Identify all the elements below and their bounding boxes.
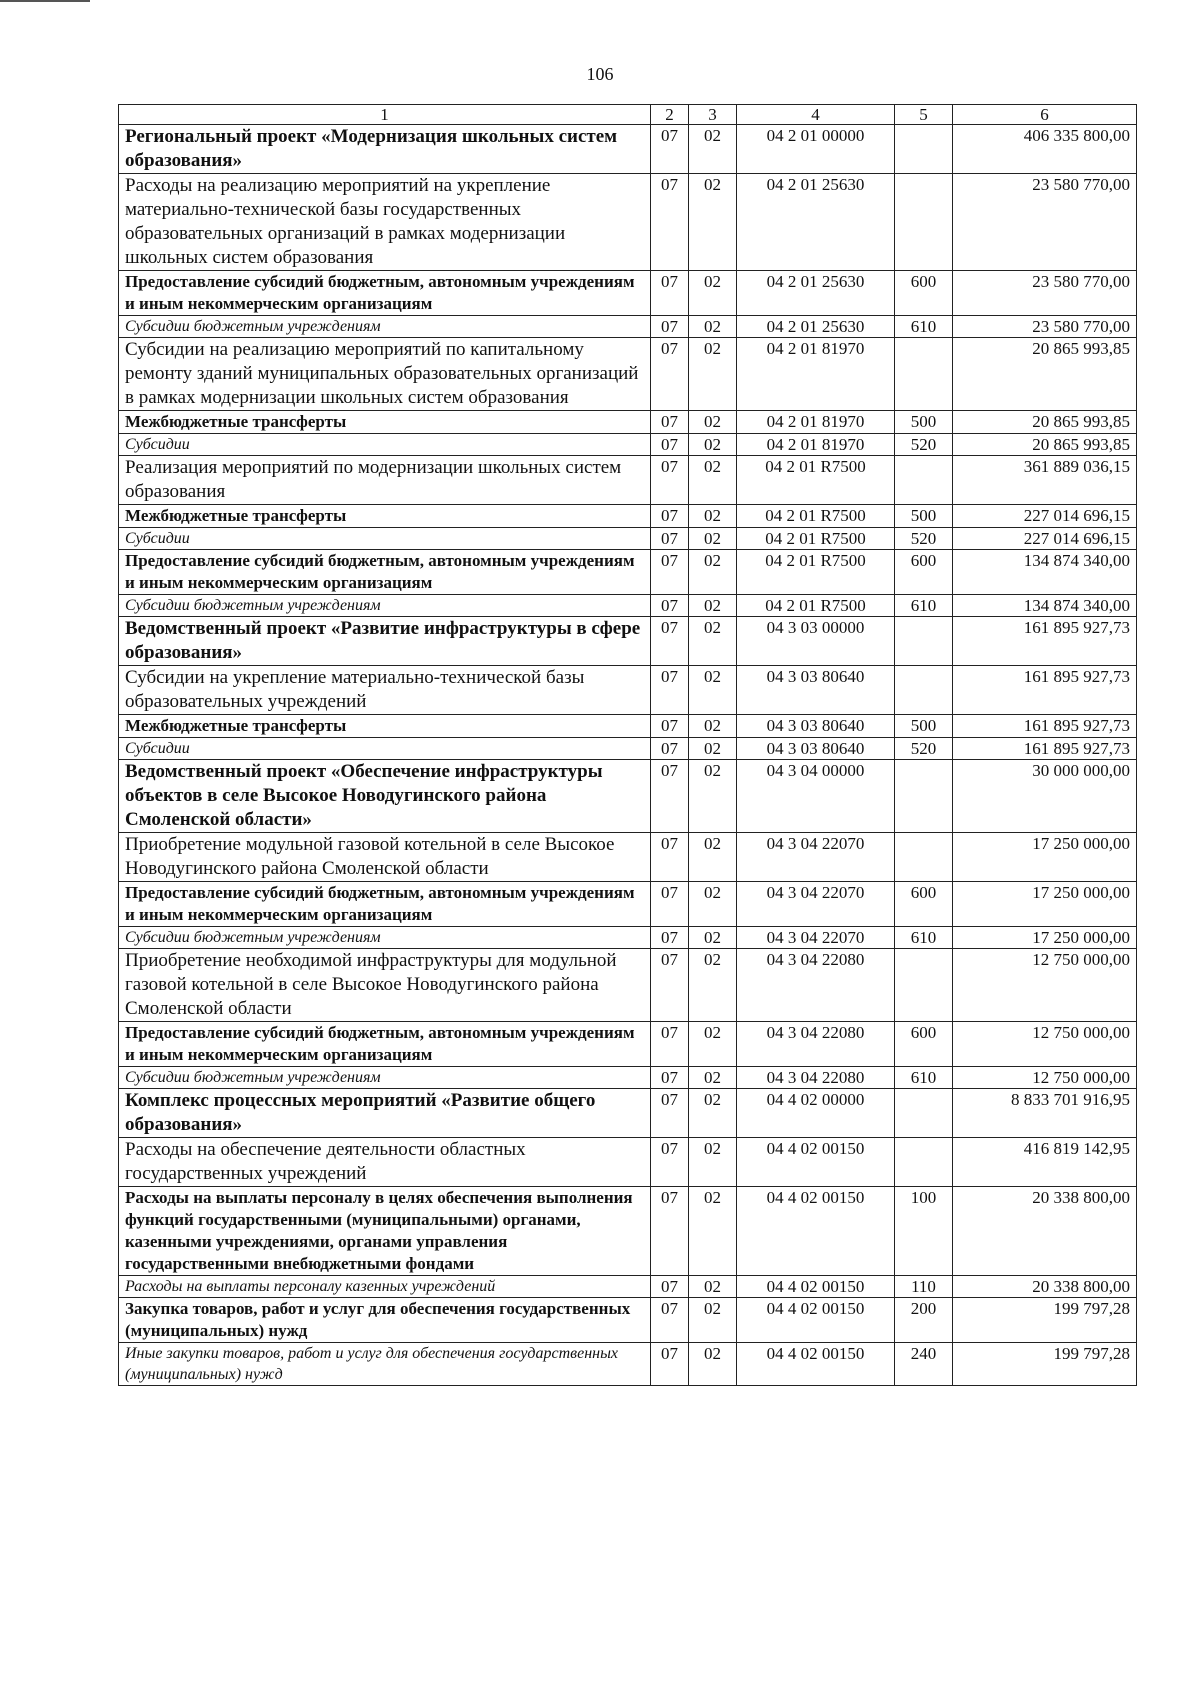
amount: 134 874 340,00 bbox=[953, 550, 1137, 595]
section-code: 07 bbox=[651, 738, 689, 760]
page-number: 106 bbox=[586, 64, 614, 84]
target-article-code: 04 2 01 25630 bbox=[737, 174, 895, 271]
target-article-code: 04 3 04 22070 bbox=[737, 927, 895, 949]
row-name: Расходы на реализацию мероприятий на укрепление материально-технической базы государственных образовательных организаций в рамках модернизации школьных систем образования bbox=[119, 174, 651, 271]
row-name: Субсидии bbox=[119, 738, 651, 760]
section-code: 07 bbox=[651, 760, 689, 833]
table-row bbox=[119, 1276, 1137, 1298]
subsection-code: 02 bbox=[689, 595, 737, 617]
expense-type-code: 610 bbox=[895, 927, 953, 949]
row-name: Ведомственный проект «Обеспечение инфраструктуры объектов в селе Высокое Новодугинского района Смоленской области» bbox=[119, 760, 651, 833]
amount: 17 250 000,00 bbox=[953, 882, 1137, 927]
amount: 20 865 993,85 bbox=[953, 434, 1137, 456]
table-row bbox=[119, 456, 1137, 505]
table-row bbox=[119, 833, 1137, 882]
subsection-code: 02 bbox=[689, 1138, 737, 1187]
section-code: 07 bbox=[651, 1138, 689, 1187]
row-name: Субсидии бюджетным учреждениям bbox=[119, 595, 651, 617]
column-header: 6 bbox=[953, 105, 1137, 125]
table-row bbox=[119, 1089, 1137, 1138]
amount: 12 750 000,00 bbox=[953, 949, 1137, 1022]
section-code: 07 bbox=[651, 1298, 689, 1343]
row-name: Предоставление субсидий бюджетным, автономным учреждениям и иным некоммерческим организациям bbox=[119, 271, 651, 316]
row-name: Субсидии на укрепление материально-технической базы образовательных учреждений bbox=[119, 666, 651, 715]
row-name: Предоставление субсидий бюджетным, автономным учреждениям и иным некоммерческим организациям bbox=[119, 550, 651, 595]
table-row bbox=[119, 125, 1137, 174]
row-name: Расходы на обеспечение деятельности областных государственных учреждений bbox=[119, 1138, 651, 1187]
table-row bbox=[119, 316, 1137, 338]
amount: 199 797,28 bbox=[953, 1343, 1137, 1386]
expense-type-code: 240 bbox=[895, 1343, 953, 1386]
subsection-code: 02 bbox=[689, 1187, 737, 1276]
amount: 416 819 142,95 bbox=[953, 1138, 1137, 1187]
table-row bbox=[119, 434, 1137, 456]
expense-type-code bbox=[895, 760, 953, 833]
expense-type-code: 520 bbox=[895, 738, 953, 760]
row-name: Субсидии на реализацию мероприятий по капитальному ремонту зданий муниципальных образовательных организаций в рамках модернизации школьных систем образования bbox=[119, 338, 651, 411]
expense-type-code bbox=[895, 617, 953, 666]
subsection-code: 02 bbox=[689, 1276, 737, 1298]
section-code: 07 bbox=[651, 174, 689, 271]
subsection-code: 02 bbox=[689, 738, 737, 760]
expense-type-code: 500 bbox=[895, 505, 953, 528]
expense-type-code bbox=[895, 1138, 953, 1187]
section-code: 07 bbox=[651, 595, 689, 617]
amount: 23 580 770,00 bbox=[953, 271, 1137, 316]
row-name: Иные закупки товаров, работ и услуг для обеспечения государственных (муниципальных) нужд bbox=[119, 1343, 651, 1386]
amount: 20 865 993,85 bbox=[953, 338, 1137, 411]
target-article-code: 04 3 04 22080 bbox=[737, 949, 895, 1022]
section-code: 07 bbox=[651, 1067, 689, 1089]
budget-table bbox=[118, 104, 1137, 1386]
expense-type-code bbox=[895, 338, 953, 411]
subsection-code: 02 bbox=[689, 882, 737, 927]
expense-type-code: 610 bbox=[895, 1067, 953, 1089]
row-name: Субсидии бюджетным учреждениям bbox=[119, 1067, 651, 1089]
target-article-code: 04 2 01 81970 bbox=[737, 434, 895, 456]
target-article-code: 04 3 04 22080 bbox=[737, 1067, 895, 1089]
expense-type-code bbox=[895, 666, 953, 715]
column-header: 5 bbox=[895, 105, 953, 125]
target-article-code: 04 4 02 00150 bbox=[737, 1343, 895, 1386]
row-name: Субсидии bbox=[119, 528, 651, 550]
section-code: 07 bbox=[651, 927, 689, 949]
amount: 161 895 927,73 bbox=[953, 666, 1137, 715]
amount: 227 014 696,15 bbox=[953, 505, 1137, 528]
subsection-code: 02 bbox=[689, 715, 737, 738]
amount: 20 338 800,00 bbox=[953, 1187, 1137, 1276]
expense-type-code bbox=[895, 125, 953, 174]
target-article-code: 04 2 01 R7500 bbox=[737, 595, 895, 617]
table-row bbox=[119, 927, 1137, 949]
subsection-code: 02 bbox=[689, 1343, 737, 1386]
table-row bbox=[119, 528, 1137, 550]
expense-type-code bbox=[895, 174, 953, 271]
row-name: Субсидии бюджетным учреждениям bbox=[119, 316, 651, 338]
expense-type-code: 520 bbox=[895, 528, 953, 550]
row-name: Межбюджетные трансферты bbox=[119, 505, 651, 528]
amount: 8 833 701 916,95 bbox=[953, 1089, 1137, 1138]
section-code: 07 bbox=[651, 1022, 689, 1067]
target-article-code: 04 4 02 00150 bbox=[737, 1138, 895, 1187]
amount: 17 250 000,00 bbox=[953, 927, 1137, 949]
amount: 161 895 927,73 bbox=[953, 738, 1137, 760]
table-row bbox=[119, 271, 1137, 316]
target-article-code: 04 3 03 80640 bbox=[737, 666, 895, 715]
target-article-code: 04 4 02 00000 bbox=[737, 1089, 895, 1138]
subsection-code: 02 bbox=[689, 666, 737, 715]
section-code: 07 bbox=[651, 882, 689, 927]
expense-type-code: 520 bbox=[895, 434, 953, 456]
table-row bbox=[119, 882, 1137, 927]
row-name: Предоставление субсидий бюджетным, автономным учреждениям и иным некоммерческим организациям bbox=[119, 1022, 651, 1067]
target-article-code: 04 2 01 R7500 bbox=[737, 528, 895, 550]
table-row bbox=[119, 715, 1137, 738]
target-article-code: 04 2 01 R7500 bbox=[737, 456, 895, 505]
row-name: Предоставление субсидий бюджетным, автономным учреждениям и иным некоммерческим организациям bbox=[119, 882, 651, 927]
expense-type-code: 600 bbox=[895, 550, 953, 595]
section-code: 07 bbox=[651, 528, 689, 550]
table-row bbox=[119, 666, 1137, 715]
table-row bbox=[119, 174, 1137, 271]
target-article-code: 04 2 01 25630 bbox=[737, 316, 895, 338]
amount: 20 865 993,85 bbox=[953, 411, 1137, 434]
row-name: Субсидии bbox=[119, 434, 651, 456]
section-code: 07 bbox=[651, 666, 689, 715]
row-name: Межбюджетные трансферты bbox=[119, 715, 651, 738]
column-header: 3 bbox=[689, 105, 737, 125]
table-row bbox=[119, 1022, 1137, 1067]
target-article-code: 04 3 04 00000 bbox=[737, 760, 895, 833]
target-article-code: 04 3 04 22070 bbox=[737, 882, 895, 927]
expense-type-code: 100 bbox=[895, 1187, 953, 1276]
row-name: Субсидии бюджетным учреждениям bbox=[119, 927, 651, 949]
row-name: Региональный проект «Модернизация школьных систем образования» bbox=[119, 125, 651, 174]
section-code: 07 bbox=[651, 715, 689, 738]
section-code: 07 bbox=[651, 456, 689, 505]
amount: 227 014 696,15 bbox=[953, 528, 1137, 550]
subsection-code: 02 bbox=[689, 434, 737, 456]
amount: 17 250 000,00 bbox=[953, 833, 1137, 882]
row-name: Комплекс процессных мероприятий «Развитие общего образования» bbox=[119, 1089, 651, 1138]
header-row bbox=[119, 105, 1137, 125]
section-code: 07 bbox=[651, 949, 689, 1022]
table-row bbox=[119, 1067, 1137, 1089]
table-row bbox=[119, 1187, 1137, 1276]
column-header: 1 bbox=[119, 105, 651, 125]
subsection-code: 02 bbox=[689, 316, 737, 338]
subsection-code: 02 bbox=[689, 338, 737, 411]
subsection-code: 02 bbox=[689, 125, 737, 174]
column-header: 2 bbox=[651, 105, 689, 125]
amount: 406 335 800,00 bbox=[953, 125, 1137, 174]
target-article-code: 04 3 03 80640 bbox=[737, 715, 895, 738]
target-article-code: 04 2 01 R7500 bbox=[737, 550, 895, 595]
expense-type-code: 500 bbox=[895, 411, 953, 434]
target-article-code: 04 3 04 22070 bbox=[737, 833, 895, 882]
section-code: 07 bbox=[651, 505, 689, 528]
amount: 23 580 770,00 bbox=[953, 316, 1137, 338]
amount: 12 750 000,00 bbox=[953, 1067, 1137, 1089]
expense-type-code: 110 bbox=[895, 1276, 953, 1298]
row-name: Межбюджетные трансферты bbox=[119, 411, 651, 434]
table-row bbox=[119, 617, 1137, 666]
subsection-code: 02 bbox=[689, 1022, 737, 1067]
expense-type-code: 600 bbox=[895, 1022, 953, 1067]
target-article-code: 04 2 01 81970 bbox=[737, 338, 895, 411]
row-name: Приобретение модульной газовой котельной в селе Высокое Новодугинского района Смоленской области bbox=[119, 833, 651, 882]
expense-type-code: 500 bbox=[895, 715, 953, 738]
table-row bbox=[119, 338, 1137, 411]
subsection-code: 02 bbox=[689, 617, 737, 666]
row-name: Реализация мероприятий по модернизации школьных систем образования bbox=[119, 456, 651, 505]
subsection-code: 02 bbox=[689, 271, 737, 316]
row-name: Приобретение необходимой инфраструктуры для модульной газовой котельной в селе Высокое Новодугинского района Смоленской области bbox=[119, 949, 651, 1022]
section-code: 07 bbox=[651, 1187, 689, 1276]
subsection-code: 02 bbox=[689, 411, 737, 434]
expense-type-code: 610 bbox=[895, 595, 953, 617]
amount: 20 338 800,00 bbox=[953, 1276, 1137, 1298]
section-code: 07 bbox=[651, 1089, 689, 1138]
table-row bbox=[119, 505, 1137, 528]
subsection-code: 02 bbox=[689, 927, 737, 949]
section-code: 07 bbox=[651, 338, 689, 411]
row-name: Закупка товаров, работ и услуг для обеспечения государственных (муниципальных) нужд bbox=[119, 1298, 651, 1343]
column-header: 4 bbox=[737, 105, 895, 125]
subsection-code: 02 bbox=[689, 760, 737, 833]
expense-type-code: 600 bbox=[895, 271, 953, 316]
section-code: 07 bbox=[651, 1343, 689, 1386]
amount: 161 895 927,73 bbox=[953, 617, 1137, 666]
amount: 30 000 000,00 bbox=[953, 760, 1137, 833]
table-row bbox=[119, 1298, 1137, 1343]
target-article-code: 04 4 02 00150 bbox=[737, 1187, 895, 1276]
subsection-code: 02 bbox=[689, 456, 737, 505]
expense-type-code: 610 bbox=[895, 316, 953, 338]
amount: 161 895 927,73 bbox=[953, 715, 1137, 738]
expense-type-code: 600 bbox=[895, 882, 953, 927]
subsection-code: 02 bbox=[689, 1298, 737, 1343]
amount: 134 874 340,00 bbox=[953, 595, 1137, 617]
section-code: 07 bbox=[651, 434, 689, 456]
row-name: Ведомственный проект «Развитие инфраструктуры в сфере образования» bbox=[119, 617, 651, 666]
expense-type-code bbox=[895, 949, 953, 1022]
scan-edge-mark bbox=[0, 0, 90, 2]
row-name: Расходы на выплаты персоналу казенных учреждений bbox=[119, 1276, 651, 1298]
section-code: 07 bbox=[651, 550, 689, 595]
target-article-code: 04 2 01 81970 bbox=[737, 411, 895, 434]
subsection-code: 02 bbox=[689, 1067, 737, 1089]
table-row bbox=[119, 949, 1137, 1022]
target-article-code: 04 4 02 00150 bbox=[737, 1298, 895, 1343]
table-row bbox=[119, 1343, 1137, 1386]
section-code: 07 bbox=[651, 617, 689, 666]
subsection-code: 02 bbox=[689, 505, 737, 528]
section-code: 07 bbox=[651, 833, 689, 882]
amount: 361 889 036,15 bbox=[953, 456, 1137, 505]
row-name: Расходы на выплаты персоналу в целях обеспечения выполнения функций государственными (муниципальными) органами, казенными учреждениями, органами управления государственными внебюджетными фондами bbox=[119, 1187, 651, 1276]
amount: 199 797,28 bbox=[953, 1298, 1137, 1343]
target-article-code: 04 3 03 80640 bbox=[737, 738, 895, 760]
table-row bbox=[119, 595, 1137, 617]
table-row bbox=[119, 411, 1137, 434]
section-code: 07 bbox=[651, 125, 689, 174]
target-article-code: 04 2 01 25630 bbox=[737, 271, 895, 316]
subsection-code: 02 bbox=[689, 174, 737, 271]
section-code: 07 bbox=[651, 271, 689, 316]
amount: 12 750 000,00 bbox=[953, 1022, 1137, 1067]
section-code: 07 bbox=[651, 316, 689, 338]
expense-type-code bbox=[895, 833, 953, 882]
subsection-code: 02 bbox=[689, 550, 737, 595]
subsection-code: 02 bbox=[689, 833, 737, 882]
amount: 23 580 770,00 bbox=[953, 174, 1137, 271]
target-article-code: 04 2 01 00000 bbox=[737, 125, 895, 174]
target-article-code: 04 4 02 00150 bbox=[737, 1276, 895, 1298]
target-article-code: 04 3 03 00000 bbox=[737, 617, 895, 666]
table-row bbox=[119, 1138, 1137, 1187]
table-row bbox=[119, 760, 1137, 833]
subsection-code: 02 bbox=[689, 1089, 737, 1138]
table-row bbox=[119, 550, 1137, 595]
expense-type-code bbox=[895, 1089, 953, 1138]
target-article-code: 04 3 04 22080 bbox=[737, 1022, 895, 1067]
table-row bbox=[119, 738, 1137, 760]
section-code: 07 bbox=[651, 1276, 689, 1298]
target-article-code: 04 2 01 R7500 bbox=[737, 505, 895, 528]
expense-type-code: 200 bbox=[895, 1298, 953, 1343]
subsection-code: 02 bbox=[689, 949, 737, 1022]
section-code: 07 bbox=[651, 411, 689, 434]
subsection-code: 02 bbox=[689, 528, 737, 550]
expense-type-code bbox=[895, 456, 953, 505]
